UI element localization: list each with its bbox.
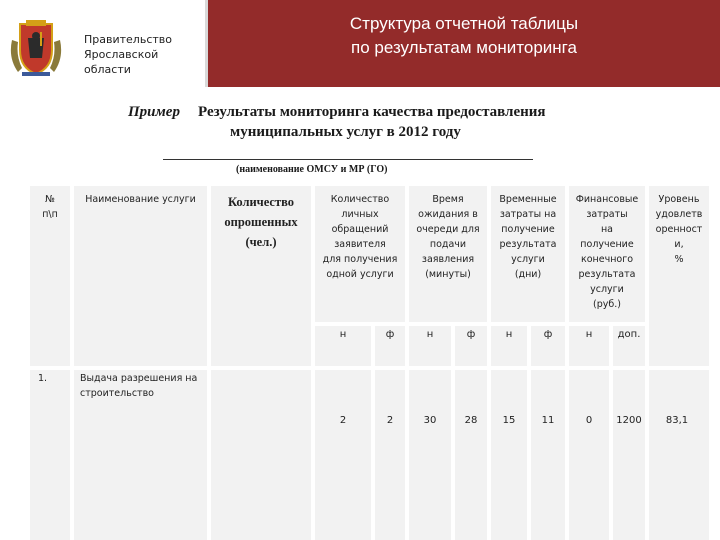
body-cell [409, 370, 451, 540]
cell-value: 28 [464, 415, 478, 426]
header-line: заявления [421, 254, 475, 265]
service-line: Выдача разрешения на [80, 373, 198, 384]
body-cell [375, 370, 405, 540]
header-line: подачи [429, 239, 467, 250]
header-line: услуги [590, 284, 624, 295]
header-line: и, [674, 239, 684, 250]
body-cell [613, 370, 645, 540]
header-line: результата [578, 269, 636, 280]
header-line: Уровень [658, 194, 700, 205]
header-line: затраты [586, 209, 628, 220]
org-line: области [84, 63, 131, 76]
header-line: Количество [330, 194, 390, 205]
subheader-label: н [505, 329, 513, 340]
header-line: (чел.) [245, 235, 277, 249]
header-line: № [45, 194, 55, 205]
body-cell [455, 370, 487, 540]
header-line: (руб.) [593, 299, 621, 310]
header-line: личных [341, 209, 379, 220]
header-line: Количество [227, 195, 295, 209]
header-line: (минуты) [425, 269, 471, 280]
header-line: получение [580, 239, 634, 250]
subheader-label: ф [385, 329, 395, 340]
col-header-num [30, 192, 70, 222]
subheader-label: н [426, 329, 434, 340]
subtitle-line-2: муниципальных услуг в 2012 году [230, 124, 461, 140]
slide-title-line-1: Структура отчетной таблицы [349, 14, 579, 33]
header-line: очереди для [416, 224, 480, 235]
cell-value: 0 [585, 415, 593, 426]
col-header-money-cost [569, 192, 645, 312]
cell-value: 2 [339, 415, 347, 426]
body-cell-num [30, 370, 70, 540]
col-header-respondents [211, 192, 311, 252]
service-line: строительство [80, 388, 154, 399]
org-line: Правительство [84, 33, 172, 46]
col-header-wait [409, 192, 487, 282]
body-cell [569, 370, 609, 540]
body-cell [315, 370, 371, 540]
subtitle-line-1: Результаты мониторинга качества предоставления [198, 104, 546, 120]
col-header-visits [315, 192, 405, 282]
row-service-name [80, 371, 205, 401]
org-line: Ярославской [84, 48, 159, 61]
subheader-label: доп. [617, 329, 641, 340]
header-line: Временные [499, 194, 557, 205]
example-label: Пример [128, 104, 180, 120]
header-line: удовлетв [655, 209, 703, 220]
col-header-satisfaction [649, 192, 709, 267]
cell-value: 15 [502, 415, 516, 426]
body-cell-respondents [211, 370, 311, 540]
cell-value: 83,1 [665, 415, 689, 426]
header-line: получение [501, 224, 555, 235]
header-line: на [600, 224, 614, 235]
header-line: % [674, 254, 684, 265]
header-line: Финансовые [575, 194, 639, 205]
header-line: оренност [655, 224, 703, 235]
header-line: затраты на [499, 209, 557, 220]
header-line: для получения [322, 254, 398, 265]
header-line: одной услуги [326, 269, 394, 280]
body-cell-satisfaction [649, 370, 709, 540]
header-line: заявителя [334, 239, 386, 250]
body-cell [491, 370, 527, 540]
header-line: услуги [511, 254, 545, 265]
subheader-label: ф [543, 329, 553, 340]
cell-value: 30 [423, 415, 437, 426]
header-line: опрошенных [224, 215, 298, 229]
header-cell-service [74, 186, 207, 366]
header-line: конечного [580, 254, 634, 265]
slide-title-line-2: по результатам мониторинга [351, 38, 577, 57]
header-line: результата [499, 239, 557, 250]
row-number: 1. [38, 373, 48, 384]
subheader-label: н [339, 329, 347, 340]
subheader-label: н [585, 329, 593, 340]
header-line: обращений [331, 224, 389, 235]
header-line: (дни) [514, 269, 542, 280]
cell-value: 2 [386, 415, 394, 426]
header-line: Время [432, 194, 464, 205]
body-cell [531, 370, 565, 540]
cell-value: 1200 [616, 415, 642, 426]
subheader-label: ф [466, 329, 476, 340]
header-line: Наименование услуги [85, 194, 196, 205]
header-line: ожидания в [418, 209, 478, 220]
cell-value: 11 [541, 415, 555, 426]
col-header-time-cost [491, 192, 565, 282]
col-header-service [74, 192, 207, 207]
municipality-caption: (наименование ОМСУ и МР (ГО) [236, 164, 388, 175]
header-line: п\п [42, 209, 58, 220]
